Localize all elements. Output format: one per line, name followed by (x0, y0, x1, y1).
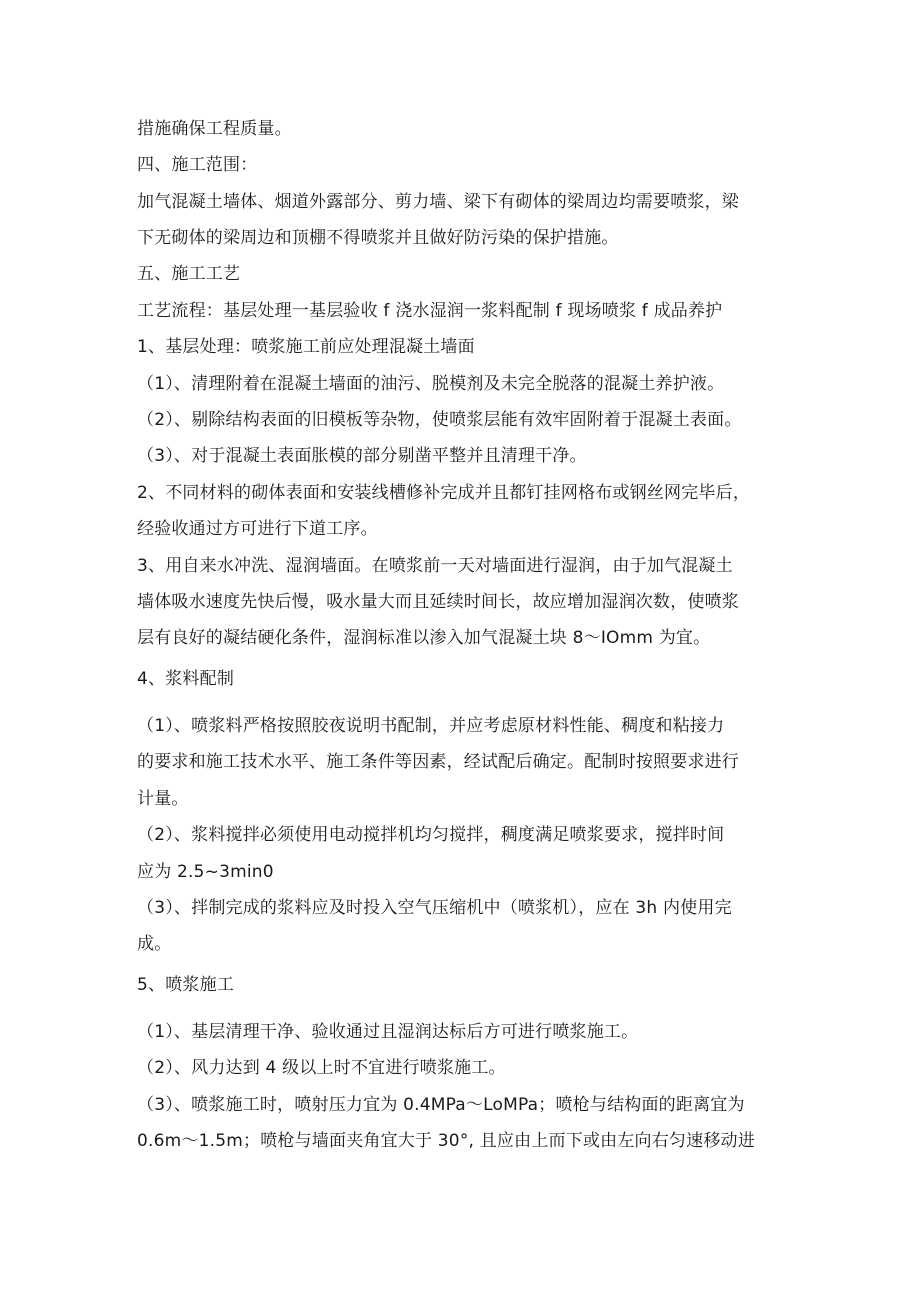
text-line: 措施确保工程质量。 (137, 119, 292, 139)
text-line: （2）、风力达到 4 级以上时不宜进行喷浆施工。 (137, 1058, 506, 1078)
text-line: （3）、拌制完成的浆料应及时投入空气压缩机中（喷浆机），应在 3h 内使用完 (137, 898, 732, 918)
text-line: 计量。 (137, 789, 189, 809)
text-line: （2）、浆料搅拌必须使用电动搅拌机均匀搅拌，稠度满足喷浆要求，搅拌时间 (137, 825, 725, 845)
subsection-heading: 5、喷浆施工 (137, 975, 235, 995)
text-line: 0.6m～1.5m；喷枪与墙面夹角宜大于 30°, 且应由上而下或由左向右匀速移动进 (137, 1131, 755, 1151)
text-line: （3）、对于混凝土表面胀模的部分剔凿平整并且清理干净。 (137, 446, 587, 466)
text-line: （3）、喷浆施工时，喷射压力宜为 0.4MPa～LoMPa；喷枪与结构面的距离宜为 (137, 1095, 745, 1115)
text-line: 成。 (137, 934, 172, 954)
text-line: 加气混凝土墙体、烟道外露部分、剪力墙、梁下有砌体的梁周边均需要喷浆，梁 (137, 192, 739, 212)
text-line: （2）、剔除结构表面的旧模板等杂物，使喷浆层能有效牢固附着于混凝土表面。 (137, 410, 742, 430)
section-heading: 五、施工工艺 (137, 264, 241, 284)
text-line: （1）、清理附着在混凝土墙面的油污、脱模剂及未完全脱落的混凝土养护液。 (137, 374, 725, 394)
text-line: 工艺流程：基层处理一基层验收 f 浇水湿润一浆料配制 f 现场喷浆 f 成品养护 (137, 301, 723, 321)
text-line: （1）、喷浆料严格按照胶夜说明书配制，并应考虑原材料性能、稠度和粘接力 (137, 716, 725, 736)
subsection-heading: 1、基层处理：喷浆施工前应处理混凝土墙面 (137, 337, 475, 357)
text-line: 墙体吸水速度先快后慢，吸水量大而且延续时间长，故应增加湿润次数，使喷浆 (137, 592, 739, 612)
text-line: 应为 2.5~3min0 (137, 862, 274, 882)
section-heading: 四、施工范围： (137, 155, 258, 175)
text-line: 的要求和施工技术水平、施工条件等因素，经试配后确定。配制时按照要求进行 (137, 752, 739, 772)
text-line: 层有良好的凝结硬化条件，湿润标准以渗入加气混凝土块 8～IOmm 为宜。 (137, 628, 711, 648)
text-line: 下无砌体的梁周边和顶棚不得喷浆并且做好防污染的保护措施。 (137, 228, 619, 248)
text-line: 经验收通过方可进行下道工序。 (137, 519, 378, 539)
subsection-heading: 4、浆料配制 (137, 669, 235, 689)
text-line: 3、用自来水冲洗、湿润墙面。在喷浆前一天对墙面进行湿润，由于加气混凝土 (137, 556, 733, 576)
text-line: 2、不同材料的砌体表面和安装线槽修补完成并且都钉挂网格布或钢丝网完毕后， (137, 483, 751, 503)
text-line: （1）、基层清理干净、验收通过且湿润达标后方可进行喷浆施工。 (137, 1022, 639, 1042)
